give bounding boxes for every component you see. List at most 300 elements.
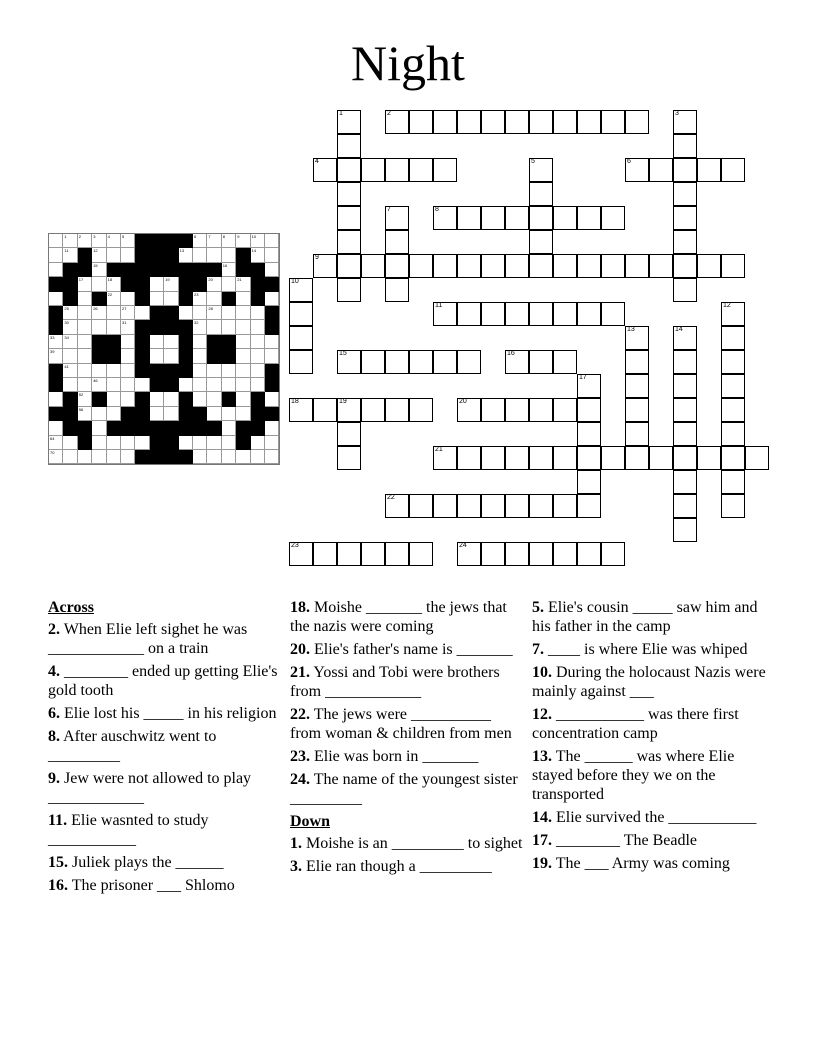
grid-cell[interactable] [433,446,457,470]
thumbnail-cell [78,407,92,421]
clue-text: Elie wasnted to study ___________ [48,812,209,848]
grid-cell[interactable] [457,206,481,230]
clue-column-middle [290,598,526,880]
grid-cell[interactable] [433,206,457,230]
cell-number: 14 [675,326,683,333]
thumbnail-cell-number: 28 [208,306,213,311]
thumbnail-cell [107,234,121,248]
grid-cell[interactable] [385,230,409,254]
thumbnail-cell [78,450,92,464]
grid-cell[interactable] [625,158,649,182]
thumbnail-cell [78,320,92,334]
thumbnail-cell [135,421,149,435]
grid-cell[interactable] [553,206,577,230]
grid-cell[interactable] [385,206,409,230]
grid-cell[interactable] [481,206,505,230]
grid-cell[interactable] [337,542,361,566]
grid-cell[interactable] [457,494,481,518]
grid-cell[interactable] [577,446,601,470]
thumbnail-cell-number: 1 [64,234,67,239]
clue-item [48,853,284,872]
thumbnail-cell [164,364,178,378]
grid-cell[interactable] [529,110,553,134]
grid-cell[interactable] [625,350,649,374]
thumbnail-cell [179,306,193,320]
thumbnail-cell [236,421,250,435]
grid-cell[interactable] [361,158,385,182]
grid-cell[interactable] [505,110,529,134]
grid-cell[interactable] [649,158,673,182]
grid-cell[interactable] [529,542,553,566]
thumbnail-cell-number: 4 [107,234,110,239]
thumbnail-cell [179,320,193,334]
grid-cell[interactable] [505,206,529,230]
thumbnail-cell [107,349,121,363]
grid-cell[interactable] [721,446,745,470]
grid-cell[interactable] [481,398,505,422]
grid-cell[interactable] [673,206,697,230]
clue-text: ________ ended up getting Elie's gold tooth [48,663,278,699]
thumbnail-cell [92,263,106,277]
grid-cell[interactable] [625,398,649,422]
thumbnail-cell [150,234,164,248]
thumbnail-cell [164,306,178,320]
grid-cell[interactable] [745,446,769,470]
thumbnail-cell [251,277,265,291]
thumbnail-cell [121,263,135,277]
thumbnail-cell [251,306,265,320]
thumbnail-cell [121,421,135,435]
grid-cell[interactable] [529,254,553,278]
grid-cell[interactable] [601,542,625,566]
thumbnail-cell-number: 70 [50,450,55,455]
thumbnail-cell [164,335,178,349]
grid-cell[interactable] [361,398,385,422]
thumbnail-cell [207,436,221,450]
grid-cell[interactable] [529,494,553,518]
thumbnail-cell [207,320,221,334]
grid-cell[interactable] [673,494,697,518]
grid-cell[interactable] [337,134,361,158]
grid-cell[interactable] [697,446,721,470]
grid-cell[interactable] [289,278,313,302]
grid-cell[interactable] [529,350,553,374]
thumbnail-cell [121,436,135,450]
clue-text: The ______ was where Elie stayed before they we on the transported [532,748,735,803]
thumbnail-cell [49,392,63,406]
grid-cell[interactable] [673,398,697,422]
thumbnail-cell [107,407,121,421]
grid-cell[interactable] [577,398,601,422]
thumbnail-cell [193,407,207,421]
grid-cell[interactable] [577,254,601,278]
grid-cell[interactable] [673,326,697,350]
thumbnail-cell [150,335,164,349]
clue-number: 14. [532,809,552,826]
grid-cell[interactable] [577,422,601,446]
thumbnail-cell [107,378,121,392]
thumbnail-cell-number: 6 [194,234,197,239]
grid-cell[interactable] [409,254,433,278]
grid-cell[interactable] [577,206,601,230]
grid-cell[interactable] [385,350,409,374]
grid-cell[interactable] [673,254,697,278]
grid-cell[interactable] [577,470,601,494]
clue-item [290,598,526,636]
grid-cell[interactable] [409,350,433,374]
grid-cell[interactable] [337,398,361,422]
clue-text: Jew were not allowed to play ____________ [48,770,252,806]
thumbnail-cell [236,292,250,306]
grid-cell[interactable] [337,182,361,206]
grid-cell[interactable] [313,542,337,566]
cell-number: 10 [291,278,299,285]
grid-cell[interactable] [433,494,457,518]
grid-cell[interactable] [625,422,649,446]
grid-cell[interactable] [673,470,697,494]
thumbnail-cell [193,335,207,349]
grid-cell[interactable] [601,302,625,326]
cell-number: 1 [339,110,343,117]
thumbnail-cell [265,378,279,392]
grid-cell[interactable] [409,110,433,134]
thumbnail-cell [92,306,106,320]
grid-cell[interactable] [625,446,649,470]
grid-cell[interactable] [481,446,505,470]
grid-cell[interactable] [721,494,745,518]
grid-cell[interactable] [457,542,481,566]
clue-item [290,770,526,808]
thumbnail-cell [135,349,149,363]
grid-cell[interactable] [361,350,385,374]
thumbnail-cell-number: 17 [78,277,84,283]
grid-cell[interactable] [601,206,625,230]
grid-cell[interactable] [481,302,505,326]
grid-cell[interactable] [457,110,481,134]
grid-cell[interactable] [409,158,433,182]
thumbnail-cell [135,320,149,334]
clue-number: 1. [290,835,302,852]
grid-cell[interactable] [529,182,553,206]
grid-cell[interactable] [361,254,385,278]
thumbnail-cell-number: 21 [237,277,242,283]
thumbnail-cell [135,364,149,378]
thumbnail-cell [251,349,265,363]
thumbnail-cell [107,335,121,349]
grid-cell[interactable] [337,158,361,182]
grid-cell[interactable] [481,110,505,134]
grid-cell[interactable] [505,542,529,566]
thumbnail-cell [107,277,121,291]
grid-cell[interactable] [721,158,745,182]
grid-cell[interactable] [337,278,361,302]
thumbnail-cell [251,263,265,277]
grid-cell[interactable] [385,542,409,566]
clue-number: 20. [290,641,310,658]
thumbnail-cell [150,364,164,378]
clue-text: ____ is where Elie was whiped [544,641,748,658]
thumbnail-cell [78,378,92,392]
grid-cell[interactable] [337,422,361,446]
grid-cell[interactable] [721,254,745,278]
thumbnail-cell [121,306,135,320]
thumbnail-cell [236,436,250,450]
thumbnail-cell [193,234,207,248]
thumbnail-cell [222,234,236,248]
thumbnail-cell-number: 3 [93,234,96,239]
grid-cell[interactable] [505,398,529,422]
grid-cell[interactable] [313,254,337,278]
grid-cell[interactable] [457,302,481,326]
grid-cell[interactable] [529,398,553,422]
thumbnail-cell [49,320,63,334]
grid-cell[interactable] [529,446,553,470]
grid-cell[interactable] [697,158,721,182]
grid-cell[interactable] [673,518,697,542]
clue-item [290,640,526,659]
grid-cell[interactable] [337,350,361,374]
grid-cell[interactable] [337,206,361,230]
cell-number: 9 [315,254,319,261]
grid-cell[interactable] [673,230,697,254]
grid-cell[interactable] [673,446,697,470]
grid-cell[interactable] [529,158,553,182]
grid-cell[interactable] [385,110,409,134]
grid-cell[interactable] [385,398,409,422]
thumbnail-cell-number: 22 [107,291,113,297]
grid-cell[interactable] [409,494,433,518]
clue-text: Juliek plays the ______ [68,854,224,871]
thumbnail-cell [121,378,135,392]
grid-cell[interactable] [577,374,601,398]
grid-cell[interactable] [313,158,337,182]
clue-item [290,857,526,876]
grid-cell[interactable] [385,494,409,518]
grid-cell[interactable] [385,278,409,302]
grid-cell[interactable] [625,110,649,134]
grid-cell[interactable] [289,302,313,326]
thumbnail-cell [236,320,250,334]
thumbnail-cell [222,335,236,349]
thumbnail-cell [92,292,106,306]
grid-cell[interactable] [481,254,505,278]
grid-cell[interactable] [529,230,553,254]
grid-cell[interactable] [601,254,625,278]
thumbnail-cell [150,248,164,262]
thumbnail-cell [251,436,265,450]
thumbnail-cell [164,292,178,306]
grid-cell[interactable] [457,254,481,278]
grid-cell[interactable] [433,350,457,374]
thumbnail-cell [107,306,121,320]
grid-cell[interactable] [505,494,529,518]
thumbnail-cell-number: 52 [78,392,84,398]
clue-number: 16. [48,877,68,894]
grid-cell[interactable] [457,350,481,374]
thumbnail-cell [92,407,106,421]
cell-number: 22 [387,494,395,501]
grid-cell[interactable] [457,398,481,422]
thumbnail-cell [265,450,279,464]
thumbnail-cell [265,306,279,320]
grid-cell[interactable] [481,542,505,566]
thumbnail-cell [135,263,149,277]
grid-cell[interactable] [553,302,577,326]
grid-cell[interactable] [649,254,673,278]
thumbnail-cell [222,277,236,291]
cell-number: 24 [459,542,467,549]
thumbnail-cell [78,421,92,435]
cell-number: 21 [435,446,443,453]
thumbnail-cell [265,320,279,334]
grid-cell[interactable] [361,542,385,566]
grid-cell[interactable] [721,422,745,446]
thumbnail-cell [92,248,106,262]
clue-item [290,663,526,701]
grid-cell[interactable] [553,254,577,278]
thumbnail-cell-number: 8 [222,234,226,239]
grid-cell[interactable] [673,110,697,134]
thumbnail-cell [222,349,236,363]
thumbnail-cell [78,392,92,406]
thumbnail-cell [236,364,250,378]
thumbnail-cell [179,335,193,349]
thumbnail-cell [63,421,77,435]
thumbnail-cell [251,364,265,378]
grid-cell[interactable] [337,110,361,134]
thumbnail-cell [236,263,250,277]
thumbnail-cell [251,407,265,421]
cell-number: 2 [387,110,391,117]
grid-cell[interactable] [553,446,577,470]
grid-cell[interactable] [289,542,313,566]
thumbnail-cell [164,436,178,450]
grid-cell[interactable] [385,254,409,278]
grid-cell[interactable] [337,230,361,254]
thumbnail-cell [265,248,279,262]
grid-cell[interactable] [577,302,601,326]
thumbnail-cell [92,320,106,334]
grid-cell[interactable] [409,542,433,566]
thumbnail-cell [92,450,106,464]
cell-number: 7 [387,206,391,213]
clue-number: 22. [290,706,310,723]
thumbnail-cell [78,349,92,363]
grid-cell[interactable] [625,374,649,398]
grid-cell[interactable] [433,254,457,278]
grid-cell[interactable] [433,302,457,326]
clue-item [290,834,526,853]
grid-cell[interactable] [385,158,409,182]
grid-cell[interactable] [577,110,601,134]
thumbnail-cell [92,277,106,291]
grid-cell[interactable] [721,398,745,422]
grid-cell[interactable] [433,110,457,134]
thumbnail-cell-number: 9 [237,234,240,239]
thumbnail-cell [150,306,164,320]
clue-text: Elie was born in _______ [310,748,479,765]
clue-text: Elie's father's name is _______ [310,641,513,658]
grid-cell[interactable] [577,494,601,518]
thumbnail-cell [265,234,279,248]
grid-cell[interactable] [481,494,505,518]
clue-item [290,747,526,766]
grid-cell[interactable] [289,398,313,422]
grid-cell[interactable] [721,326,745,350]
grid-cell[interactable] [505,254,529,278]
thumbnail-cell [63,306,77,320]
grid-cell[interactable] [625,254,649,278]
thumbnail-cell [92,378,106,392]
thumbnail-cell [179,378,193,392]
thumbnail-cell [222,378,236,392]
thumbnail-cell [63,263,77,277]
grid-cell[interactable] [673,134,697,158]
grid-cell[interactable] [649,446,673,470]
grid-cell[interactable] [553,494,577,518]
grid-cell[interactable] [289,326,313,350]
grid-cell[interactable] [529,302,553,326]
clue-number: 17. [532,832,552,849]
grid-cell[interactable] [289,350,313,374]
grid-cell[interactable] [505,446,529,470]
grid-cell[interactable] [673,374,697,398]
thumbnail-cell-number: 31 [122,320,127,326]
grid-cell[interactable] [601,110,625,134]
grid-cell[interactable] [505,302,529,326]
grid-cell[interactable] [673,158,697,182]
thumbnail-cell [135,234,149,248]
grid-cell[interactable] [553,542,577,566]
grid-cell[interactable] [433,158,457,182]
clue-number: 9. [48,770,60,787]
grid-cell[interactable] [553,350,577,374]
thumbnail-cell-number: 30 [64,320,69,326]
grid-cell[interactable] [673,422,697,446]
grid-cell[interactable] [697,254,721,278]
grid-cell[interactable] [721,374,745,398]
grid-cell[interactable] [721,470,745,494]
thumbnail-cell [63,349,77,363]
grid-cell[interactable] [505,350,529,374]
grid-cell[interactable] [601,446,625,470]
grid-cell[interactable] [721,302,745,326]
grid-cell[interactable] [673,182,697,206]
thumbnail-cell-number: 16 [222,262,228,268]
grid-cell[interactable] [529,206,553,230]
thumbnail-cell [193,392,207,406]
grid-cell[interactable] [673,278,697,302]
grid-cell[interactable] [337,254,361,278]
grid-cell[interactable] [313,398,337,422]
clue-number: 4. [48,663,60,680]
grid-cell[interactable] [409,398,433,422]
thumbnail-cell [121,234,135,248]
grid-cell[interactable] [673,350,697,374]
thumbnail-cell [265,335,279,349]
grid-cell[interactable] [721,350,745,374]
clue-text: ________ The Beadle [552,832,698,849]
grid-cell[interactable] [553,398,577,422]
grid-cell[interactable] [577,542,601,566]
grid-cell[interactable] [553,110,577,134]
grid-cell[interactable] [457,446,481,470]
grid-cell[interactable] [337,446,361,470]
thumbnail-cell [164,421,178,435]
thumbnail-cell [150,277,164,291]
clue-item [48,704,284,723]
grid-cell[interactable] [625,326,649,350]
